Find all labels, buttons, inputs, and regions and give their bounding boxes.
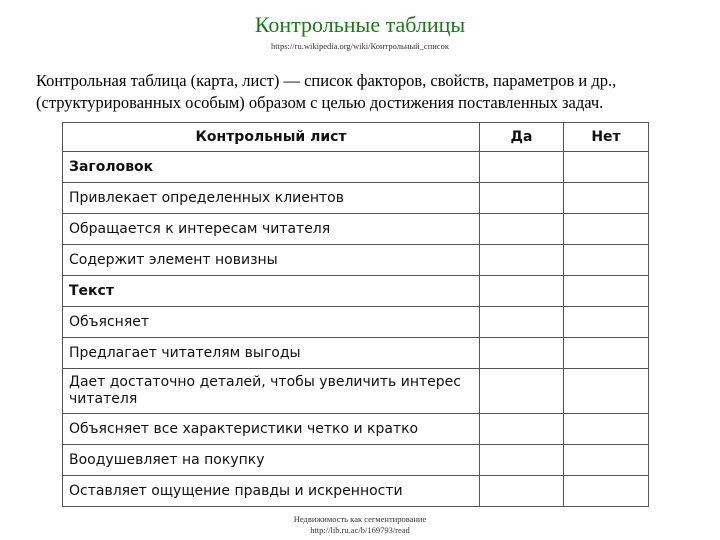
row-label: Текст [63, 276, 480, 307]
row-label: Объясняет все характеристики четко и кратко [63, 414, 480, 445]
no-cell[interactable] [564, 245, 649, 276]
page-title: Контрольные таблицы [254, 12, 466, 37]
yes-cell[interactable] [480, 276, 564, 307]
row-label: Содержит элемент новизны [63, 245, 480, 276]
footer-source [0, 514, 720, 536]
table-row-section-heading [63, 152, 649, 183]
column-header-checklist: Контрольный лист [63, 123, 480, 152]
table-row-section-text [63, 276, 649, 307]
row-label: Воодушевляет на покупку [63, 445, 480, 476]
yes-cell[interactable] [480, 338, 564, 369]
row-label: Объясняет [63, 307, 480, 338]
description-text: Контрольная таблица (карта, лист) — список факторов, свойств, параметров и др., (структурированных особым) образом с целью достижения поставленных задач. [36, 71, 617, 112]
yes-cell[interactable] [480, 183, 564, 214]
no-cell[interactable] [564, 476, 649, 507]
no-cell[interactable] [564, 369, 649, 414]
no-cell[interactable] [564, 307, 649, 338]
yes-cell[interactable] [480, 476, 564, 507]
table-row [63, 414, 649, 445]
yes-cell[interactable] [480, 414, 564, 445]
row-label: Обращается к интересам читателя [63, 214, 480, 245]
column-header-no: Нет [564, 123, 649, 152]
table-row [63, 245, 649, 276]
no-cell[interactable] [564, 445, 649, 476]
yes-cell[interactable] [480, 307, 564, 338]
row-label: Оставляет ощущение правды и искренности [63, 476, 480, 507]
no-cell[interactable] [564, 183, 649, 214]
no-cell[interactable] [564, 152, 649, 183]
row-label: Дает достаточно деталей, чтобы увеличить интерес читателя [63, 369, 480, 414]
table-row [63, 307, 649, 338]
column-header-yes: Да [480, 123, 564, 152]
yes-cell[interactable] [480, 152, 564, 183]
table-row [63, 338, 649, 369]
table-row [63, 214, 649, 245]
yes-cell[interactable] [480, 369, 564, 414]
no-cell[interactable] [564, 276, 649, 307]
yes-cell[interactable] [480, 214, 564, 245]
no-cell[interactable] [564, 214, 649, 245]
row-label: Привлекает определенных клиентов [63, 183, 480, 214]
yes-cell[interactable] [480, 245, 564, 276]
no-cell[interactable] [564, 338, 649, 369]
footer-line-1: Недвижимость как сегментирование [293, 514, 427, 524]
table-row [63, 445, 649, 476]
row-label: Заголовок [63, 152, 480, 183]
no-cell[interactable] [564, 414, 649, 445]
footer-link[interactable]: http://lib.ru.ac/b/169793/read [310, 525, 410, 535]
source-link[interactable]: https://ru.wikipedia.org/wiki/Контрольный_список [271, 41, 449, 51]
table-header-row [63, 123, 649, 152]
yes-cell[interactable] [480, 445, 564, 476]
table-row [63, 369, 649, 414]
table-row [63, 476, 649, 507]
checklist-table [62, 122, 649, 507]
table-row [63, 183, 649, 214]
row-label: Предлагает читателям выгоды [63, 338, 480, 369]
